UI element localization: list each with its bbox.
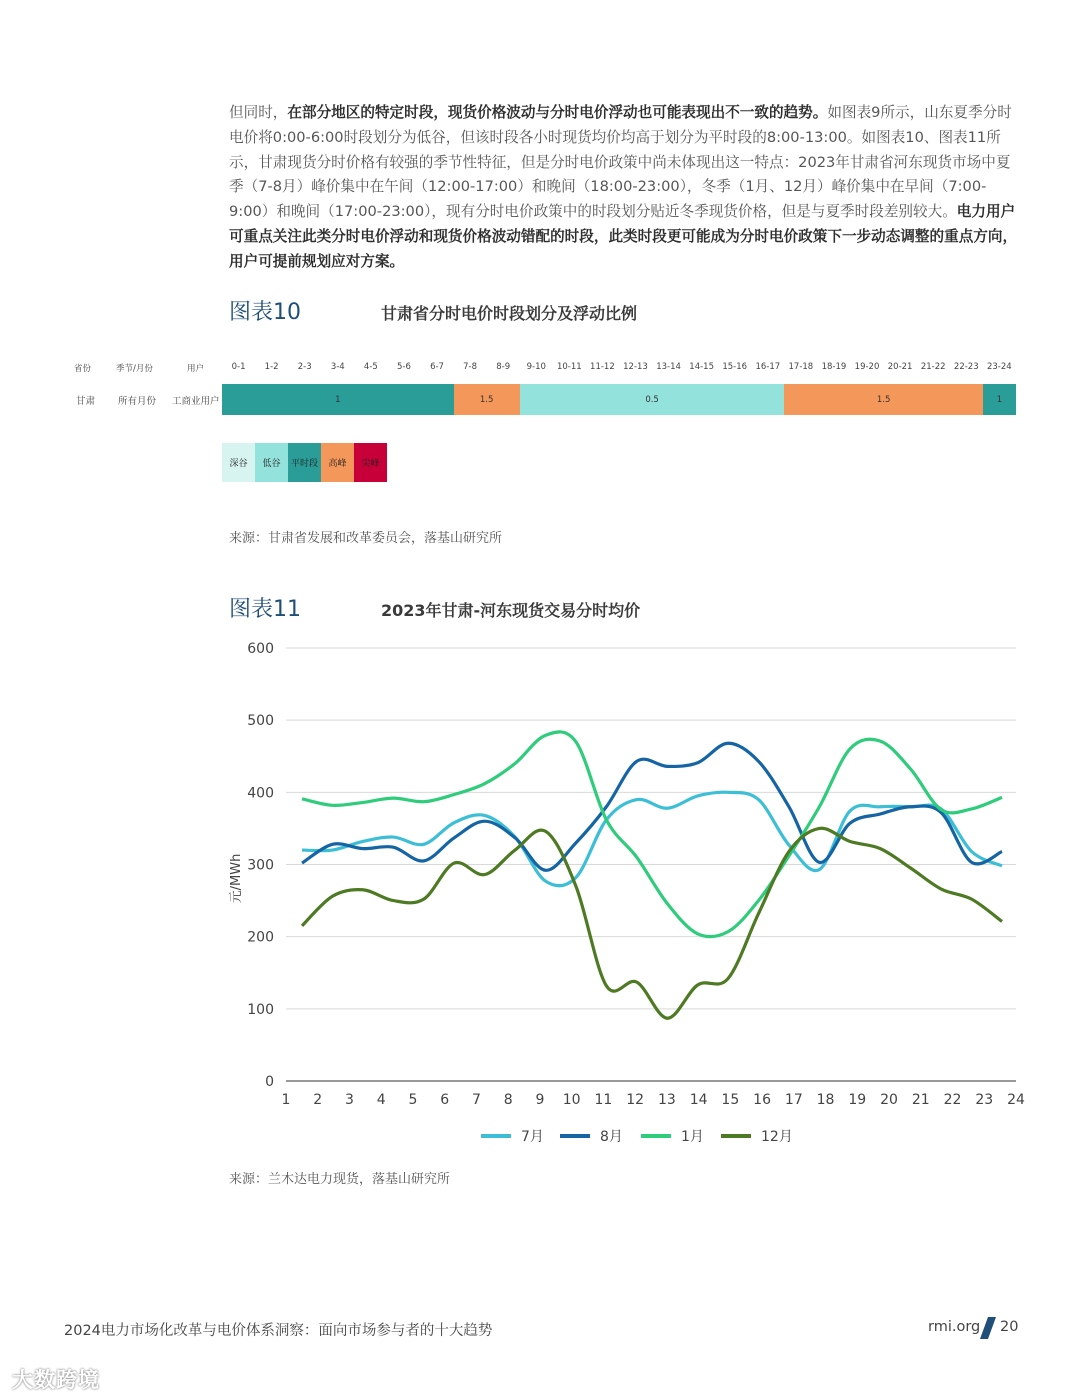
x-tick-label: 22 (943, 1092, 962, 1108)
x-tick-label: 15 (721, 1092, 740, 1108)
legend-swatch: 高峰 (321, 443, 354, 482)
tou-segment: 0.5 (520, 384, 785, 415)
hour-label: 3-4 (330, 362, 345, 372)
x-tick-label: 8 (503, 1092, 513, 1108)
header-season: 季节/月份 (116, 364, 153, 374)
row-season: 所有月份 (118, 396, 157, 407)
hour-label: 15-16 (722, 362, 748, 372)
para-bold-1: 在部分地区的特定时段，现货价格波动与分时电价浮动也可能表现出不一致的趋势。 (287, 104, 828, 121)
watermark-text: 大数跨境 (12, 1368, 100, 1392)
row-user: 工商业用户 (172, 396, 220, 407)
footer-title: 2024电力市场化改革与电价体系洞察：面向市场参与者的十大趋势 (64, 1323, 493, 1339)
hour-label: 18-19 (821, 362, 847, 372)
hour-label: 19-20 (854, 362, 880, 372)
y-tick-label: 500 (247, 713, 274, 730)
legend-label: 1月 (681, 1129, 704, 1145)
fig11-label: 图表11 (229, 597, 301, 622)
x-tick-label: 4 (376, 1092, 386, 1108)
y-tick-label: 100 (247, 1001, 274, 1018)
para-bold-2: 电力用户可重点关注此类分时电价浮动和现货价格波动错配的时段，此类时段更可能成为分时电价政策下一步动态调整的重点方向，用户可提前规划应对方案。 (229, 203, 1018, 270)
x-tick-label: 11 (594, 1092, 613, 1108)
x-tick-label: 23 (975, 1092, 994, 1108)
hour-label: 7-8 (463, 362, 478, 372)
hour-label: 20-21 (887, 362, 913, 372)
hour-label: 10-11 (556, 362, 582, 372)
x-tick-label: 24 (1007, 1092, 1025, 1108)
price-line-chart (0, 630, 1080, 1160)
legend-swatch: 低谷 (255, 443, 288, 482)
hour-label: 14-15 (689, 362, 714, 372)
x-tick-label: 21 (911, 1092, 930, 1108)
hour-label: 9-10 (526, 362, 546, 372)
hour-label: 2-3 (297, 362, 312, 372)
fig10-source: 来源：甘肃省发展和改革委员会，落基山研究所 (229, 531, 503, 546)
x-tick-label: 2 (313, 1092, 323, 1108)
x-tick-label: 3 (345, 1092, 354, 1108)
para-text-1: 但同时， (229, 104, 288, 121)
header-user: 用户 (187, 364, 205, 374)
hour-label: 21-22 (920, 362, 946, 372)
hour-label: 13-14 (656, 362, 681, 372)
x-tick-label: 6 (440, 1092, 450, 1108)
header-province: 省份 (74, 364, 92, 374)
y-tick-label: 300 (247, 857, 274, 874)
hour-label: 12-13 (623, 362, 648, 372)
x-tick-label: 13 (657, 1092, 676, 1108)
tou-segment: 1 (983, 384, 1016, 415)
body-paragraph (229, 101, 1019, 275)
row-province: 甘肃 (76, 396, 96, 407)
tou-segment: 1 (222, 384, 454, 415)
hour-label: 5-6 (396, 362, 411, 372)
legend-swatch: 尖峰 (354, 443, 387, 482)
x-tick-label: 19 (848, 1092, 867, 1108)
x-tick-label: 10 (562, 1092, 581, 1108)
legend-label: 8月 (600, 1129, 623, 1145)
fig10-label: 图表10 (229, 300, 301, 325)
x-tick-label: 16 (753, 1092, 772, 1108)
legend-label: 12月 (761, 1129, 793, 1145)
tou-segment: 1.5 (454, 384, 520, 415)
series-line-7月 (302, 792, 1002, 886)
footer-site[interactable]: rmi.org (928, 1319, 981, 1335)
x-tick-label: 1 (281, 1092, 291, 1108)
y-tick-label: 400 (247, 785, 274, 802)
legend-label: 7月 (521, 1129, 544, 1145)
x-tick-label: 7 (471, 1092, 481, 1108)
hour-label: 1-2 (264, 362, 279, 372)
legend-swatch: 平时段 (288, 443, 321, 482)
hour-label: 17-18 (788, 362, 814, 372)
fig10-title: 甘肃省分时电价时段划分及浮动比例 (381, 304, 638, 323)
page-number: 20 (1000, 1319, 1019, 1335)
y-tick-label: 600 (247, 641, 274, 657)
hour-label: 4-5 (363, 362, 378, 372)
hour-label: 22-23 (953, 362, 979, 372)
x-tick-label: 20 (880, 1092, 898, 1108)
hour-label: 23-24 (986, 362, 1012, 372)
tou-period-bar (222, 384, 1016, 415)
x-tick-label: 5 (408, 1092, 418, 1108)
fig11-source: 来源：兰木达电力现货，落基山研究所 (229, 1172, 451, 1187)
hour-label: 11-12 (590, 362, 615, 372)
x-tick-label: 17 (784, 1092, 803, 1108)
tou-segment: 1.5 (784, 384, 983, 415)
x-tick-label: 9 (535, 1092, 545, 1108)
y-tick-label: 200 (247, 929, 274, 946)
fig11-title: 2023年甘肃-河东现货交易分时均价 (381, 601, 641, 620)
hour-label: 0-1 (231, 362, 246, 372)
x-tick-label: 18 (816, 1092, 835, 1108)
hour-header-row (222, 362, 1016, 372)
hour-label: 16-17 (755, 362, 781, 372)
footer-slash (980, 1317, 996, 1339)
x-tick-label: 12 (626, 1092, 645, 1108)
tou-legend (222, 443, 387, 482)
hour-label: 8-9 (496, 362, 511, 372)
para-text-2: 如图表9所示，山东夏季分时电价将0:00-6:00时段划分为低谷，但该时段各小时现货均价均高于划分为平时段的8:00-13:00。如图表10、图表11所示，甘肃现货分时价格有较强的季节性特征，但是分时电价政策中尚未体现出这一特点：2023年甘肃省河东现货市场中夏季（7-8月）峰价集中在午间（12:00-17:00）和晚间（18:00-23:00），冬季（1月、12月）峰价集中在早间（7:00-9:00）和晚间（17:00-23:00），现有分时电价政策中的时段划分贴近冬季现货价格，但是与夏季时段差别较大。 (229, 104, 1012, 221)
hour-label: 6-7 (430, 362, 444, 372)
y-tick-label: 0 (265, 1074, 274, 1090)
x-tick-label: 14 (689, 1092, 708, 1108)
series-line-12月 (302, 828, 1002, 1018)
legend-swatch: 深谷 (222, 443, 255, 482)
y-axis-label: 元/MWh (229, 853, 244, 904)
